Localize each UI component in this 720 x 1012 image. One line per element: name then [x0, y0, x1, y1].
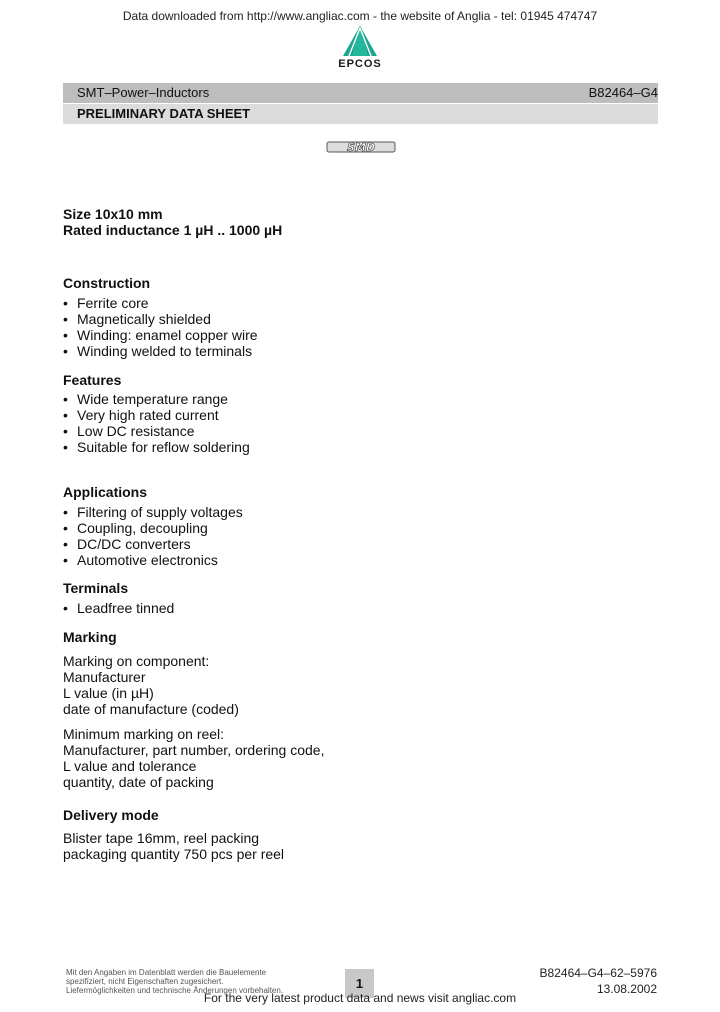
- delivery-line: Blister tape 16mm, reel packing: [63, 830, 260, 846]
- smd-badge: [326, 139, 396, 155]
- list-item: • Ferrite core: [63, 295, 149, 311]
- list-item: • Filtering of supply voltages: [63, 504, 243, 520]
- list-item: • Automotive electronics: [63, 552, 218, 568]
- list-item: • Magnetically shielded: [63, 311, 211, 327]
- marking-line: L value and tolerance: [63, 758, 197, 774]
- terminals-heading: Terminals: [63, 580, 129, 596]
- list-item: • Leadfree tinned: [63, 600, 174, 616]
- marking-line: date of manufacture (coded): [63, 701, 239, 717]
- marking-heading: Marking: [63, 629, 117, 645]
- delivery-heading: Delivery mode: [63, 807, 159, 823]
- marking-line: Minimum marking on reel:: [63, 726, 225, 742]
- delivery-line: packaging quantity 750 pcs per reel: [63, 846, 285, 862]
- page-number: 1: [355, 976, 364, 991]
- marking-line: L value (in µH): [63, 685, 154, 701]
- disclaimer-line: Mit den Angaben im Datenblatt werden die Bauelemente: [66, 968, 267, 977]
- marking-line: Manufacturer, part number, ordering code,: [63, 742, 325, 758]
- part-number: B82464–G4: [588, 85, 658, 100]
- list-item: • Low DC resistance: [63, 423, 195, 439]
- list-item: • Winding welded to terminals: [63, 343, 252, 359]
- subtitle-bar: [63, 104, 658, 124]
- product-family: SMT–Power–Inductors: [77, 85, 210, 100]
- title-bar: [63, 83, 658, 103]
- bottom-note[interactable]: For the very latest product data and news visit angliac.com: [203, 991, 517, 1005]
- disclaimer-line: spezifiziert, nicht Eigenschaften zugesichert.: [66, 977, 224, 986]
- construction-heading: Construction: [63, 275, 151, 291]
- inductance-line: Rated inductance 1 µH .. 1000 µH: [63, 222, 283, 238]
- doc-date: 13.08.2002: [596, 982, 657, 996]
- marking-line: quantity, date of packing: [63, 774, 214, 790]
- marking-line: Marking on component:: [63, 653, 210, 669]
- download-note: Data downloaded from http://www.angliac.com - the website of Anglia - tel: 01945 474747: [122, 9, 598, 23]
- smd-badge-text: SMD: [347, 141, 375, 154]
- size-line: Size 10x10 mm: [63, 206, 163, 222]
- brand-name: EPCOS: [338, 58, 382, 70]
- applications-heading: Applications: [63, 484, 148, 500]
- list-item: • DC/DC converters: [63, 536, 191, 552]
- epcos-triangle-icon: [330, 24, 390, 58]
- list-item: • Coupling, decoupling: [63, 520, 208, 536]
- disclaimer-line: Liefermöglichkeiten und technische Änderungen vorbehalten.: [66, 986, 284, 995]
- epcos-logo: [330, 24, 390, 76]
- list-item: • Suitable for reflow soldering: [63, 439, 250, 455]
- list-item: • Wide temperature range: [63, 391, 228, 407]
- list-item: • Very high rated current: [63, 407, 219, 423]
- list-item: • Winding: enamel copper wire: [63, 327, 258, 343]
- marking-line: Manufacturer: [63, 669, 146, 685]
- doc-code: B82464–G4–62–5976: [539, 966, 657, 980]
- sheet-type: PRELIMINARY DATA SHEET: [77, 106, 251, 121]
- features-heading: Features: [63, 372, 122, 388]
